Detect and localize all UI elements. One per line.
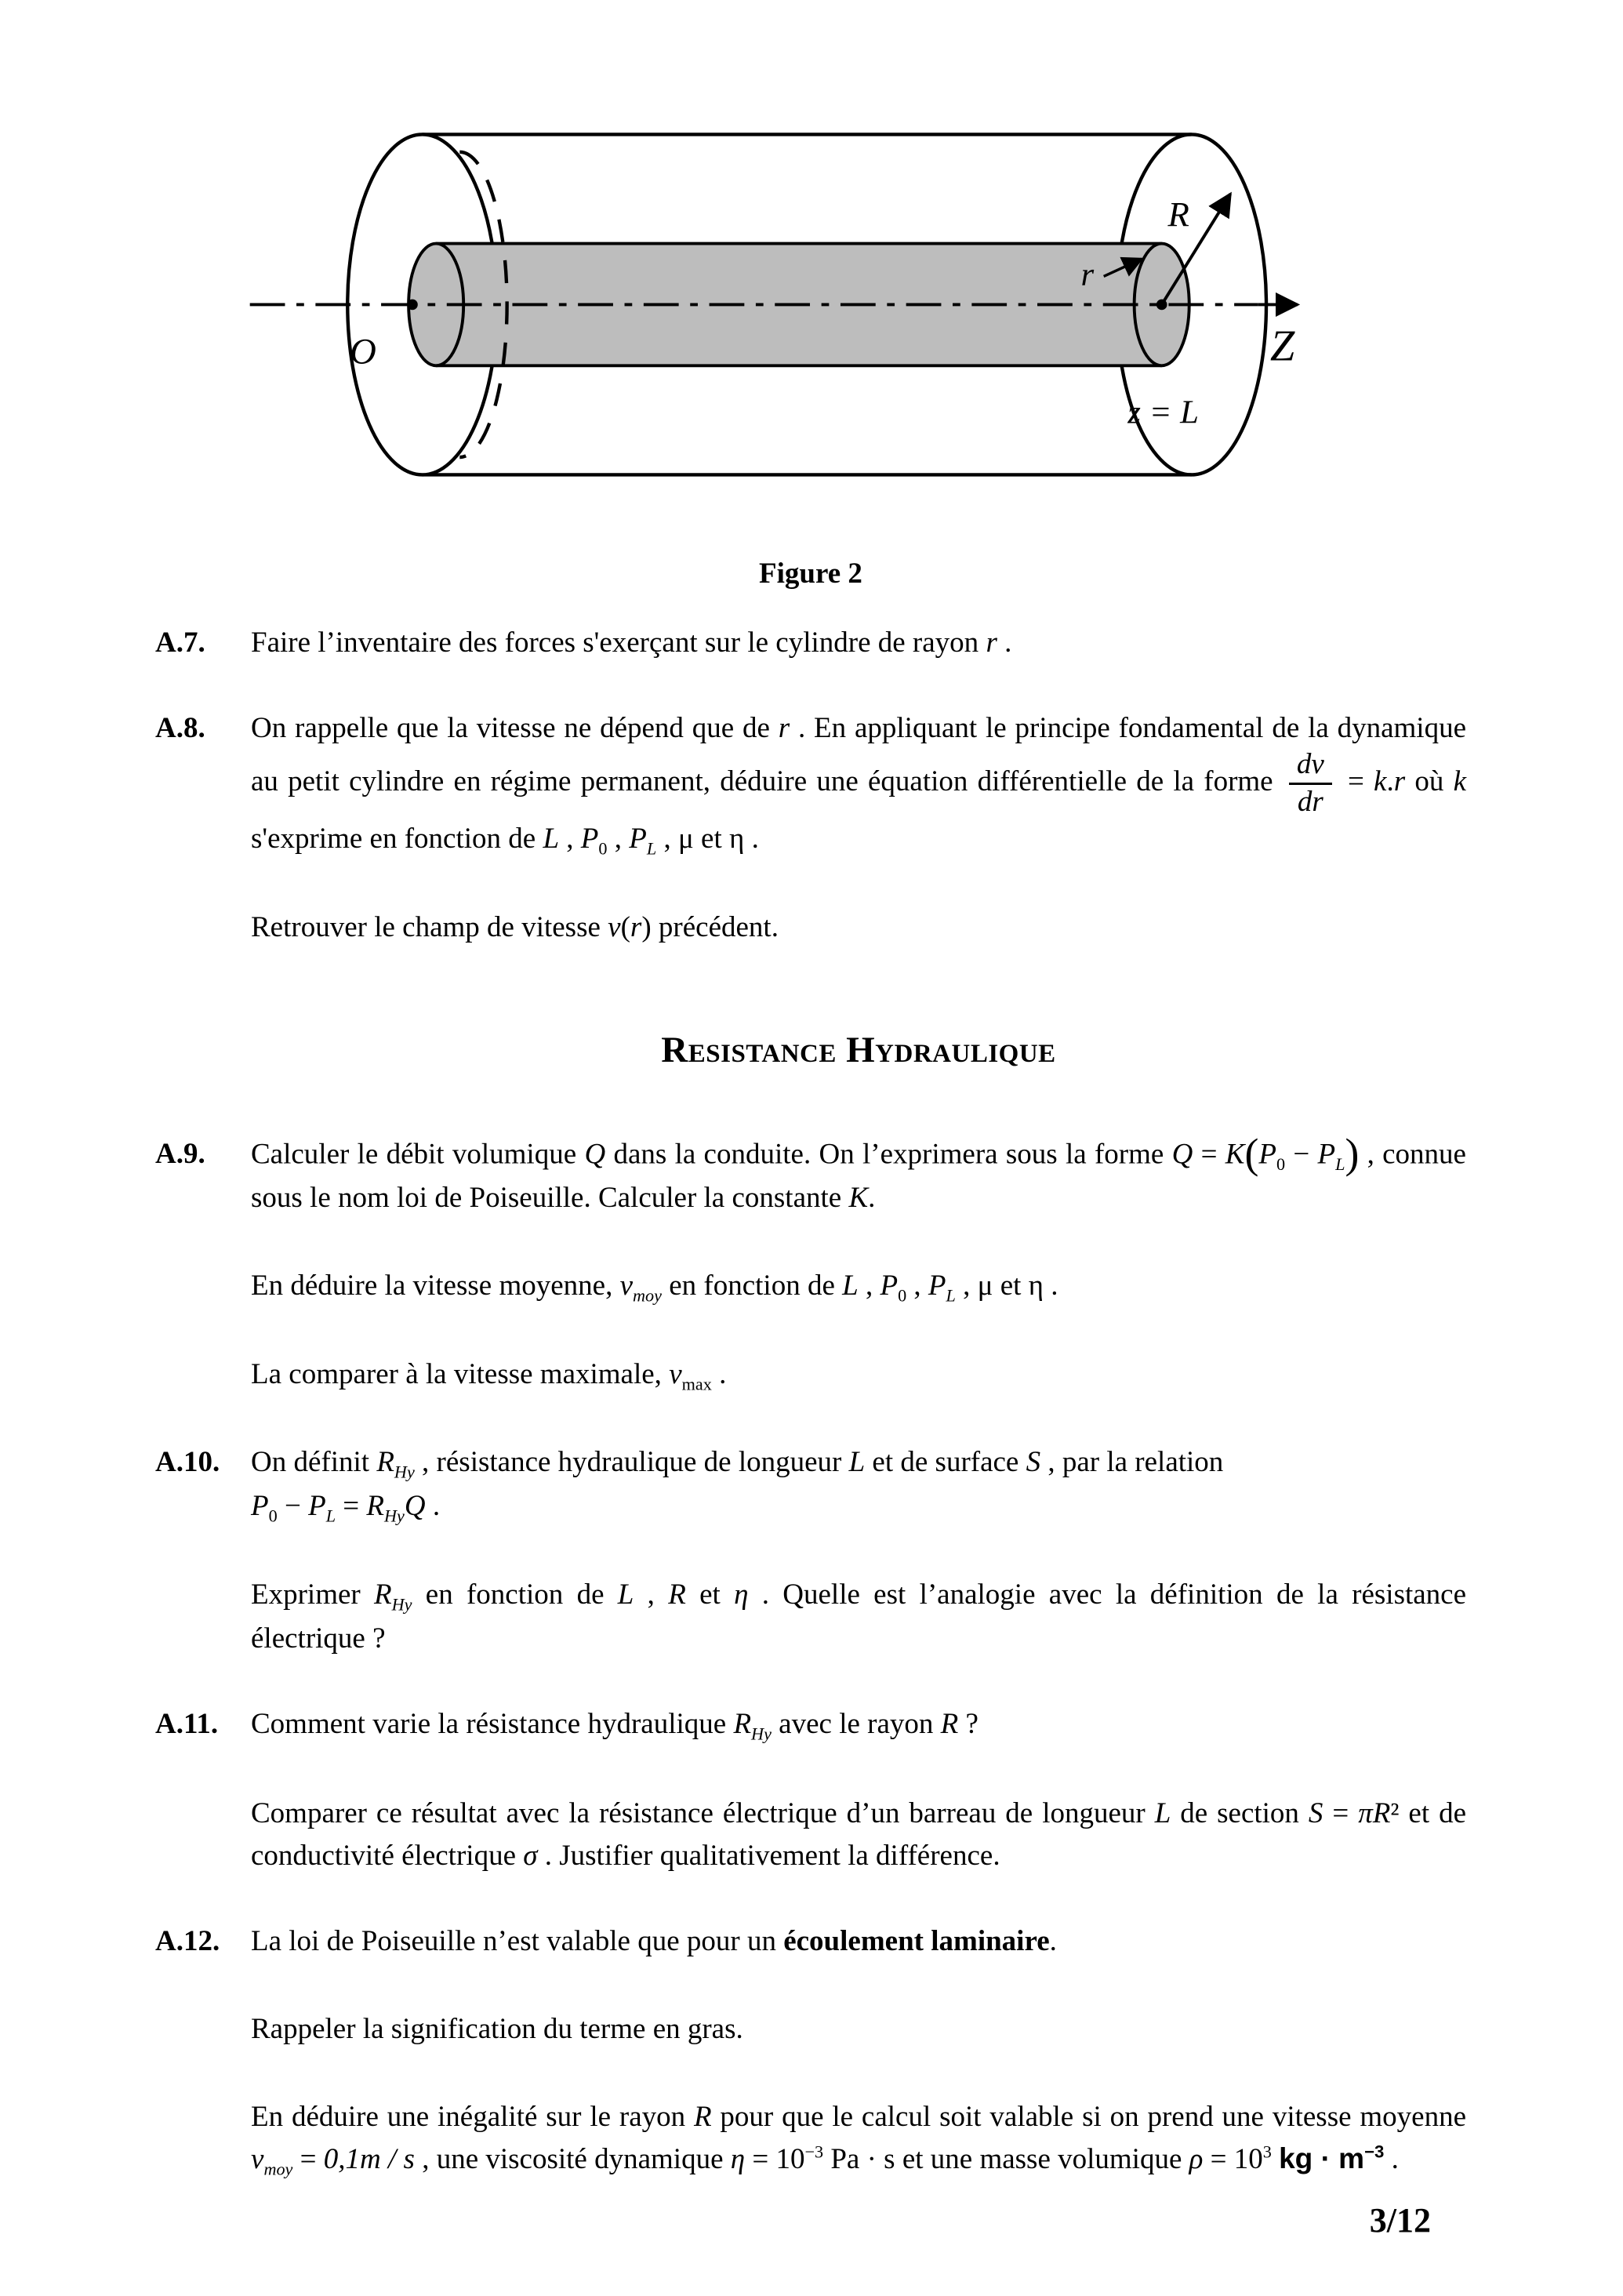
question-a9 (155, 1129, 1466, 1397)
question-a11 (155, 1703, 1466, 1876)
question-a9-paragraph-3: La comparer à la vitesse maximale, $v_{max}$ . (251, 1358, 727, 1394)
question-a9-body (251, 1129, 1466, 1397)
question-a12-body (251, 1920, 1466, 2182)
end-plane-label: z = L (1127, 394, 1200, 431)
cylinder-diagram (238, 118, 1383, 545)
question-a9-id: A.9. (155, 1137, 205, 1170)
radius-r-label: r (1080, 256, 1095, 294)
question-a11-paragraph-2: Comparer ce résultat avec la résistance électrique d’un barreau de longueur L de section S = πR² et de conductivité électrique σ . Justifier qualitativement la différence. (251, 1796, 1466, 1872)
question-a10-body (251, 1441, 1466, 1659)
question-a7-paragraph-1: Faire l’inventaire des forces s'exerçant sur le cylindre de rayon r . (251, 626, 1012, 659)
question-a12 (155, 1920, 1466, 2182)
question-a12-paragraph-2: Rappeler la signification du terme en gras. (251, 2012, 743, 2045)
question-a11-paragraph-1: Comment varie la résistance hydraulique $R_{Hy}$ avec le rayon R ? (251, 1708, 979, 1744)
question-a8-id: A.8. (155, 712, 205, 745)
figure-2 (155, 118, 1466, 595)
origin-label: O (350, 331, 376, 372)
question-a11-id: A.11. (155, 1708, 219, 1741)
question-a7-id: A.7. (155, 626, 205, 659)
question-a11-body (251, 1703, 1466, 1876)
question-a8-body (251, 707, 1466, 949)
question-a8-paragraph-2: Retrouver le champ de vitesse v(r) précédent. (251, 911, 779, 944)
question-a12-paragraph-1: La loi de Poiseuille n’est valable que pour un écoulement laminaire. (251, 1925, 1057, 1958)
question-a12-paragraph-3: En déduire une inégalité sur le rayon R pour que le calcul soit valable si on prend une vitesse moyenne $v_{moy} = 0,1m / s$ , une viscosité dynamique $\eta = 10^{-3}$ Pa · s et une masse volumique $\rho = 10^3$ kg · $m^{-3}$ . (251, 2100, 1466, 2179)
question-a10-id: A.10. (155, 1445, 220, 1478)
question-a10-paragraph-1: On définit $R_{Hy}$ , résistance hydraulique de longueur L et de surface S , par la relation $P_0 - P_L = R_{Hy}Q$ . (251, 1445, 1224, 1525)
origin-point (407, 300, 418, 311)
question-a8-paragraph-1: On rappelle que la vitesse ne dépend que de r . En appliquant le principe fondamental de la dynamique au petit cylindre en régime permanent, déduire une équation différentielle de la forme $\frac{dv}{dr}$ = k.r où k s'exprime en fonction de L , $P_0$ , $P_L$ , μ et η . (251, 712, 1467, 858)
figure-caption: Figure 2 (759, 558, 862, 590)
question-a10-paragraph-2: Exprimer $R_{Hy}$ en fonction de L , R et η . Quelle est l’analogie avec la définition de la résistance électrique ? (251, 1578, 1467, 1655)
question-a12-id: A.12. (155, 1925, 220, 1958)
question-a8 (155, 707, 1466, 949)
end-axis-point (1156, 300, 1167, 311)
question-a7 (155, 622, 1466, 664)
page-number: 3/12 (1369, 2201, 1431, 2240)
question-a7-body (251, 622, 1466, 664)
section-heading: Resistance Hydraulique (661, 1029, 1056, 1070)
question-a9-paragraph-1: Calculer le débit volumique Q dans la conduite. On l’exprimera sous la forme $Q = K(P_0 - P_L)$ , connue sous le nom loi de Poiseuille. Calculer la constante K. (251, 1129, 1466, 1215)
questions-section (155, 622, 1466, 2182)
question-a9-paragraph-2: En déduire la vitesse moyenne, $v_{moy}$ en fonction de L , $P_0$ , $P_L$ , μ et η . (251, 1269, 1058, 1306)
question-a10 (155, 1441, 1466, 1659)
radius-R-label: R (1167, 194, 1189, 234)
z-axis-label: Z (1269, 322, 1295, 371)
